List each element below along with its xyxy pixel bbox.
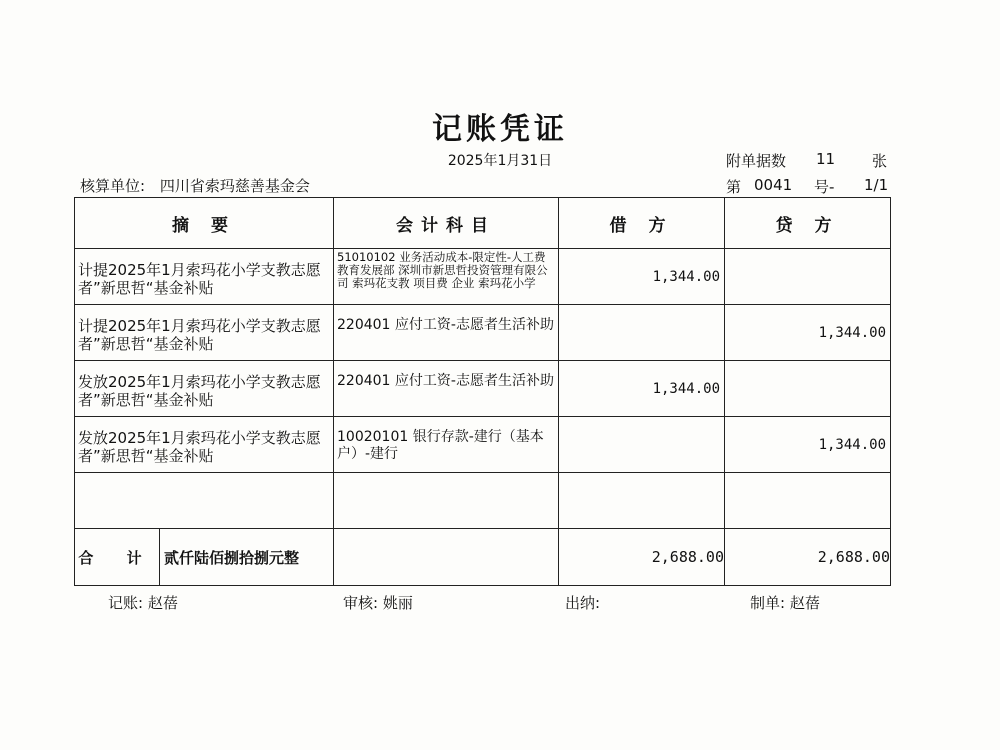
- total-words: 贰仟陆佰捌拾捌元整: [164, 548, 300, 567]
- attachments-count: 11: [816, 150, 836, 168]
- header-credit: 贷 方: [725, 198, 891, 249]
- voucher-number: [726, 176, 890, 197]
- voucher-suffix: 号-: [814, 178, 835, 196]
- total-debit: 2,688.00: [559, 529, 725, 586]
- row-debit: 1,344.00: [559, 361, 725, 417]
- entity-name: 四川省索玛慈善基金会: [159, 177, 310, 195]
- row-account: 220401 应付工资-志愿者生活补助: [334, 305, 559, 361]
- preparer-signature: 制单: 赵蓓: [750, 594, 820, 612]
- row-account: 10020101 银行存款-建行（基本户）-建行: [334, 417, 559, 473]
- attachments-unit: 张: [872, 152, 888, 170]
- voucher-table: [74, 197, 891, 586]
- row-debit: [559, 417, 725, 473]
- attachments-info: [726, 150, 890, 171]
- row-account: 220401 应付工资-志愿者生活补助: [334, 361, 559, 417]
- table-row-empty: [75, 473, 891, 529]
- empty-cell: [75, 473, 334, 529]
- empty-cell: [559, 473, 725, 529]
- voucher-number-value: 0041: [754, 176, 793, 194]
- row-summary: 计提2025年1月索玛花小学支教志愿者”新思哲“基金补贴: [75, 305, 334, 361]
- row-account: 51010102 业务活动成本-限定性-人工费 教育发展部 深圳市新思哲投资管理有限公司 索玛花支教 项目费 企业 索玛花小学: [334, 249, 559, 305]
- total-row: [75, 529, 891, 586]
- row-debit: [559, 305, 725, 361]
- table-row: [75, 249, 891, 305]
- total-label: 合 计: [75, 529, 160, 585]
- row-debit: 1,344.00: [559, 249, 725, 305]
- bookkeeper-signature: 记账: 赵蓓: [108, 594, 178, 612]
- total-cell: [75, 529, 334, 586]
- row-summary: 计提2025年1月索玛花小学支教志愿者”新思哲“基金补贴: [75, 249, 334, 305]
- voucher-prefix: 第: [726, 178, 742, 196]
- accounting-entity: [80, 175, 310, 196]
- table-row: [75, 305, 891, 361]
- empty-cell: [725, 473, 891, 529]
- header-debit: 借 方: [559, 198, 725, 249]
- voucher-date: 2025年1月31日: [447, 153, 553, 169]
- total-account-cell: [334, 529, 559, 586]
- attachments-label: 附单据数: [726, 152, 787, 170]
- header-account: 会计科目: [334, 198, 559, 249]
- reviewer-signature: 审核: 姚丽: [343, 594, 413, 612]
- voucher-title: 记账凭证: [432, 112, 568, 147]
- row-credit: [725, 249, 891, 305]
- row-summary: 发放2025年1月索玛花小学支教志愿者”新思哲“基金补贴: [75, 361, 334, 417]
- empty-cell: [334, 473, 559, 529]
- cashier-signature: 出纳:: [565, 594, 601, 612]
- row-credit: 1,344.00: [725, 417, 891, 473]
- table-row: [75, 361, 891, 417]
- table-header-row: [75, 198, 891, 249]
- table-row: [75, 417, 891, 473]
- entity-label: 核算单位:: [80, 177, 146, 195]
- row-credit: [725, 361, 891, 417]
- row-summary: 发放2025年1月索玛花小学支教志愿者”新思哲“基金补贴: [75, 417, 334, 473]
- header-summary: 摘 要: [75, 198, 334, 249]
- total-credit: 2,688.00: [725, 529, 891, 586]
- row-credit: 1,344.00: [725, 305, 891, 361]
- voucher-page-number: 1/1: [864, 176, 889, 194]
